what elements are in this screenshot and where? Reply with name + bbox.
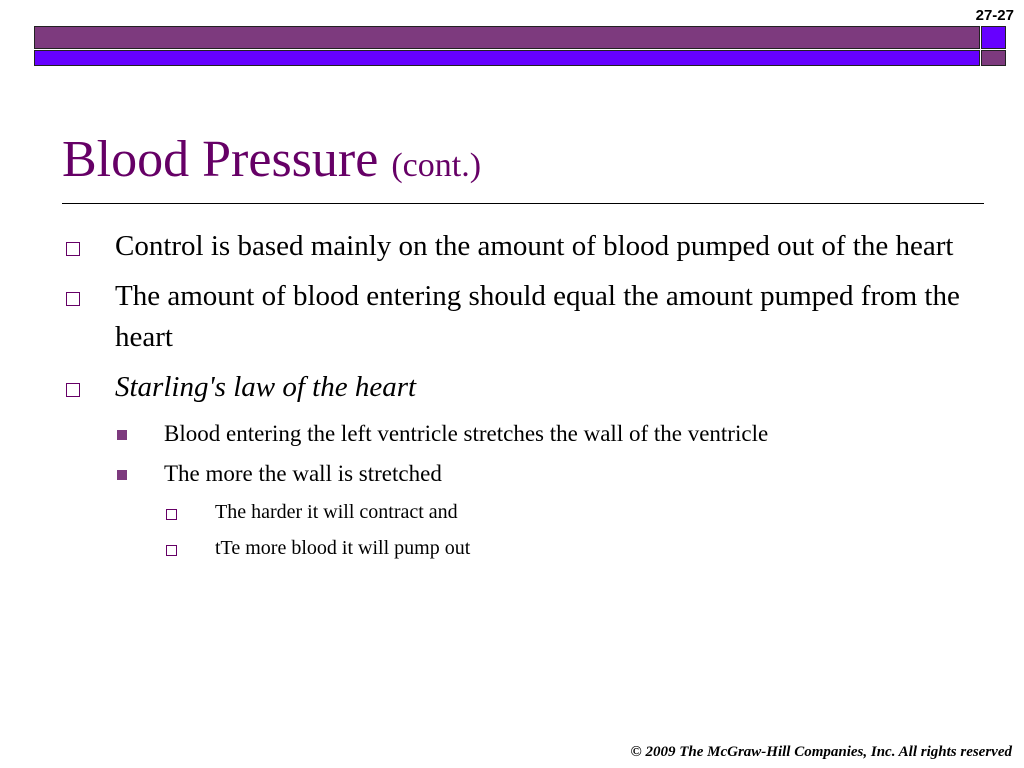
hollow-square-bullet-icon [66,383,80,397]
hollow-square-bullet-icon [66,242,80,256]
sub-sub-bullet-item [62,497,962,527]
bullet-item [62,226,962,267]
bullet-text: Starling's law of the heart [115,371,417,403]
slide-title-main: Blood Pressure [62,131,379,188]
sub-sub-bullet-item [62,533,962,563]
bullet-list [62,226,962,569]
filled-square-bullet-icon [117,430,127,440]
sub-sub-bullet-text: tTe more blood it will pump out [215,537,471,559]
bullet-item [62,276,962,358]
bullet-item [62,367,962,408]
sub-bullet-text: Blood entering the left ventricle stretches the wall of the ventricle [164,421,769,446]
sub-bullet-item [62,417,962,451]
slide-title-suffix: (cont.) [391,147,482,184]
header-band-square-top [981,26,1006,49]
hollow-square-bullet-icon [166,509,177,520]
sub-bullet-text: The more the wall is stretched [164,461,442,486]
sub-bullet-item [62,457,962,491]
page-number: 27-27 [975,7,1014,24]
header-band-top [34,26,980,49]
copyright-footer: © 2009 The McGraw-Hill Companies, Inc. All rights reserved [630,744,1012,760]
hollow-square-bullet-icon [166,545,177,556]
title-divider [62,203,984,204]
sub-sub-bullet-text: The harder it will contract and [215,501,458,523]
filled-square-bullet-icon [117,470,127,480]
bullet-text: The amount of blood entering should equal the amount pumped from the heart [115,280,960,353]
hollow-square-bullet-icon [66,292,80,306]
bullet-text: Control is based mainly on the amount of blood pumped out of the heart [115,230,954,262]
slide-title [62,128,481,198]
header-band-square-bottom [981,50,1006,66]
header-band-bottom [34,50,980,66]
